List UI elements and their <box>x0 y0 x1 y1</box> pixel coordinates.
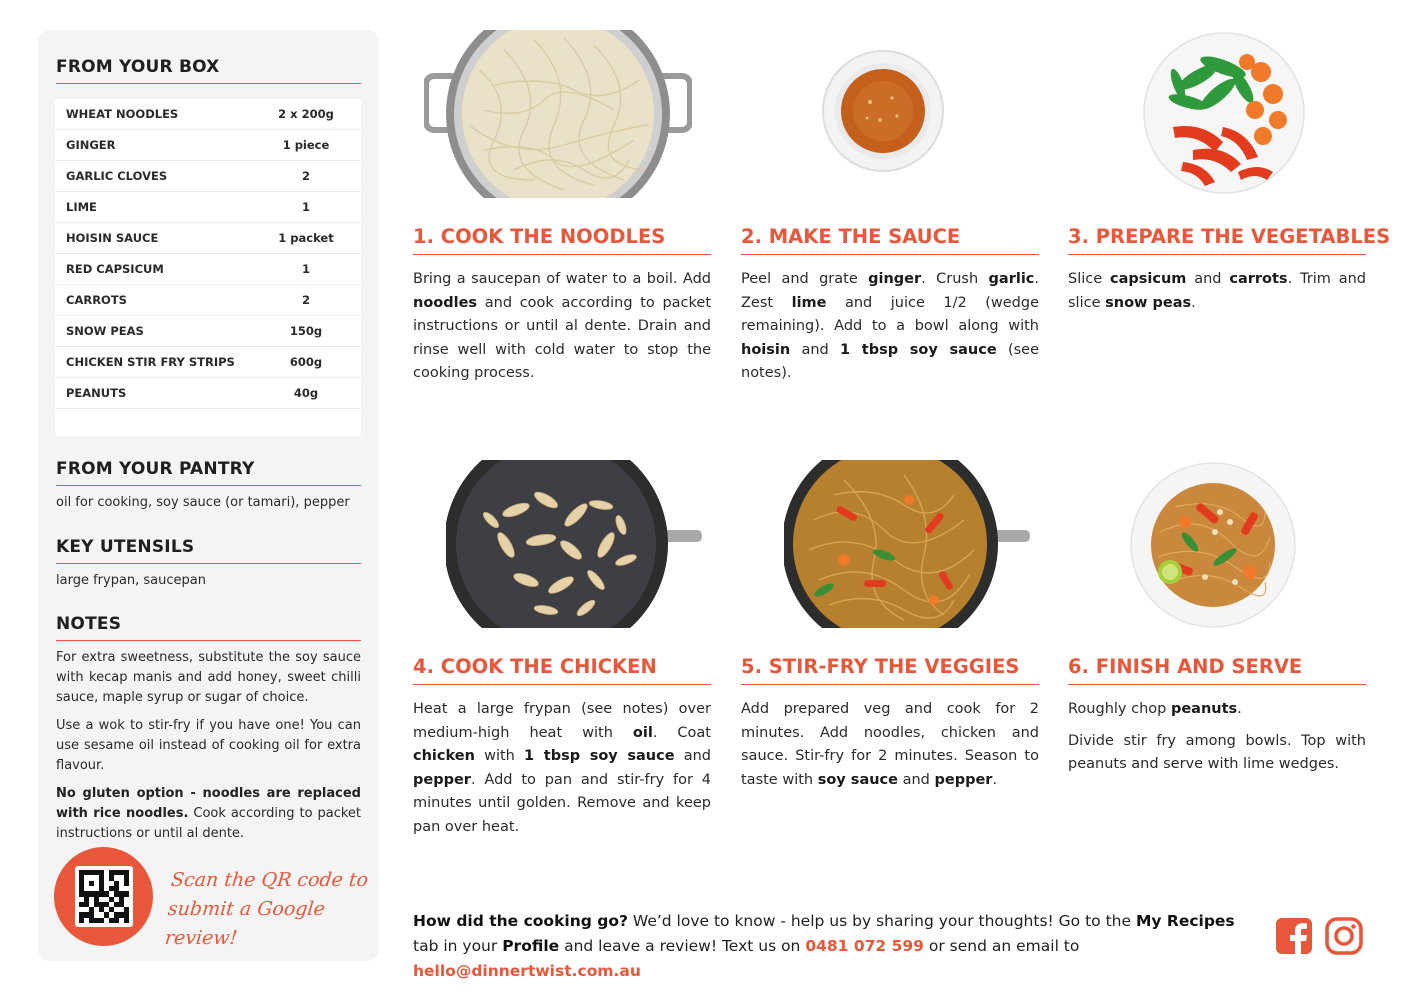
qr-caption <box>163 866 372 953</box>
ingredient-quantity: 1 <box>301 200 310 214</box>
step-text: Divide stir fry among bowls. Top with peanuts and serve with lime wedges. <box>1068 732 1366 772</box>
sauce-bowl-image <box>822 50 944 172</box>
step-1-body <box>413 268 711 394</box>
email-link[interactable]: hello@dinnertwist.com.au <box>413 962 641 980</box>
note-1: For extra sweetness, substitute the soy sauce with kecap manis and add honey, sweet chilli sauce, maple syrup or sugar of choice. <box>56 650 361 705</box>
ingredient-quantity: 1 piece <box>282 138 330 152</box>
step-4-title: 4. COOK THE CHICKEN <box>413 655 711 685</box>
ingredient-highlight: 1 tbsp soy sauce <box>839 341 997 358</box>
ingredient-name: SNOW PEAS <box>66 324 144 338</box>
step-text: . Add to pan and stir-fry for 4 minutes until golden. Remove and keep pan over heat. <box>413 771 711 835</box>
ingredient-highlight: lime <box>791 294 827 311</box>
step-4-body <box>413 698 711 847</box>
qr-module <box>124 918 129 923</box>
step-paragraph <box>1068 268 1366 315</box>
step-1-title: 1. COOK THE NOODLES <box>413 225 711 255</box>
ingredient-name: HOISIN SAUCE <box>66 231 159 245</box>
step-text: and <box>1186 271 1230 287</box>
step-text: Heat a large frypan (see notes) over medium-high heat with <box>413 701 711 741</box>
step-text: Bring a saucepan of water to a boil. Add <box>413 271 711 287</box>
ingredient-highlight: soy sauce <box>817 771 898 788</box>
my-recipes-link[interactable]: My Recipes <box>1135 912 1235 930</box>
step-paragraph <box>1068 730 1366 777</box>
step-paragraph <box>413 698 711 839</box>
note-3-bold: No gluten option - noodles are replaced with rice noodles. <box>56 786 361 821</box>
utensils-text: large frypan, saucepan <box>56 573 206 588</box>
notes-body <box>56 648 361 852</box>
note-2: Use a wok to stir-fry if you have one! You can use sesame oil instead of cooking oil for extra flavour. <box>56 718 361 773</box>
ingredient-row <box>55 161 361 192</box>
serving-bowl-image <box>1130 462 1296 628</box>
ingredient-quantity: 40g <box>293 386 319 400</box>
ingredient-highlight: carrots <box>1229 271 1288 287</box>
ingredient-highlight: capsicum <box>1110 271 1187 287</box>
ingredient-name: GINGER <box>66 138 116 152</box>
ingredient-row <box>55 316 361 347</box>
ingredient-highlight: 1 tbsp soy sauce <box>524 748 675 764</box>
step-text: Slice <box>1068 271 1110 287</box>
ingredient-highlight: snow peas <box>1105 294 1192 311</box>
ingredient-row <box>55 192 361 223</box>
step-text: Peel and grate <box>741 271 869 287</box>
ingredient-quantity: 2 x 200g <box>278 107 334 121</box>
ingredient-row <box>55 378 361 409</box>
ingredient-highlight: hoisin <box>741 341 791 358</box>
ingredient-name: WHEAT NOODLES <box>66 107 179 121</box>
from-your-box-title: FROM YOUR BOX <box>56 57 361 84</box>
ingredient-quantity: 2 <box>301 293 310 307</box>
from-your-pantry-title: FROM YOUR PANTRY <box>56 459 361 486</box>
facebook-icon[interactable] <box>1275 917 1313 955</box>
step-2-title: 2. MAKE THE SAUCE <box>741 225 1039 255</box>
ingredient-name: GARLIC CLOVES <box>66 169 168 183</box>
step-paragraph <box>413 268 711 386</box>
ingredients-table <box>55 99 361 436</box>
footer-text-4: or send an email to <box>923 937 1080 955</box>
ingredient-row <box>55 285 361 316</box>
feedback-footer <box>413 909 1263 984</box>
stirfry-frypan-image <box>784 460 1030 628</box>
step-text: and cook according to packet instructions or until al dente. Drain and rinse well with cold water to stop the cooking process. <box>413 294 711 381</box>
ingredient-quantity: 150g <box>289 324 323 338</box>
step-text: . <box>1237 701 1242 717</box>
ingredient-row <box>55 130 361 161</box>
step-text: with <box>474 748 525 764</box>
ingredient-highlight: garlic <box>988 271 1035 287</box>
ingredient-name: PEANUTS <box>66 386 127 400</box>
qr-code-pattern <box>79 870 129 923</box>
step-6-body <box>1068 698 1366 785</box>
footer-text-2: tab in your <box>413 937 503 955</box>
ingredient-quantity: 600g <box>289 355 323 369</box>
ingredients-sidebar <box>38 30 379 961</box>
step-text: . Coat <box>652 724 711 741</box>
step-3-title: 3. PREPARE THE VEGETABLES <box>1068 225 1366 255</box>
note-3-rest: Cook according to packet instructions or until al dente. <box>56 806 362 841</box>
profile-link[interactable]: Profile <box>502 937 560 955</box>
key-utensils-title: KEY UTENSILS <box>56 537 361 564</box>
phone-link[interactable]: 0481 072 599 <box>805 937 924 955</box>
step-text: Add prepared veg and cook for 2 minutes. Add noodles, chicken and sauce. Stir-fry for 2 minutes. Season to taste with <box>741 701 1039 788</box>
step-text: . Zest <box>741 271 1039 311</box>
footer-question: How did the cooking go? <box>413 912 628 930</box>
ingredient-name: CHICKEN STIR FRY STRIPS <box>66 355 235 369</box>
ingredient-highlight: pepper <box>413 771 471 788</box>
step-text: . Trim and slice <box>1068 271 1366 311</box>
chicken-frypan-image <box>446 460 704 628</box>
step-6-title: 6. FINISH AND SERVE <box>1068 655 1366 685</box>
ingredient-name: LIME <box>66 200 97 214</box>
qr-caption-line-2: submit a Google review! <box>163 898 327 949</box>
qr-badge <box>54 847 153 946</box>
ingredient-highlight: chicken <box>413 748 475 764</box>
step-5-title: 5. STIR-FRY THE VEGGIES <box>741 655 1039 685</box>
step-text: and <box>897 771 935 788</box>
ingredient-quantity: 2 <box>301 169 310 183</box>
ingredient-highlight: noodles <box>413 294 478 311</box>
step-paragraph <box>741 268 1039 386</box>
ingredient-highlight: oil <box>632 724 653 741</box>
ingredient-highlight: ginger <box>868 271 922 287</box>
ingredient-quantity: 1 <box>301 262 310 276</box>
ingredient-highlight: peanuts <box>1170 701 1238 717</box>
step-text: . <box>1191 294 1196 311</box>
ingredient-row <box>55 254 361 285</box>
ingredient-quantity: 1 packet <box>278 231 334 245</box>
pantry-text: oil for cooking, soy sauce (or tamari), pepper <box>56 495 350 510</box>
step-paragraph <box>1068 698 1366 722</box>
step-text: . Crush <box>921 271 989 287</box>
instagram-icon[interactable] <box>1325 917 1363 955</box>
step-5-body <box>741 698 1039 800</box>
note-3 <box>56 784 361 844</box>
qr-code[interactable] <box>75 866 133 927</box>
step-text: and <box>790 341 840 358</box>
ingredient-name: RED CAPSICUM <box>66 262 164 276</box>
notes-title: NOTES <box>56 614 361 641</box>
step-3-body <box>1068 268 1366 323</box>
step-text: Roughly chop <box>1068 701 1171 717</box>
step-2-body <box>741 268 1039 394</box>
step-text: and <box>674 748 712 764</box>
ingredient-name: CARROTS <box>66 293 127 307</box>
step-paragraph <box>741 698 1039 792</box>
ingredient-row <box>55 223 361 254</box>
step-text: (see notes). <box>741 341 1039 381</box>
ingredient-row <box>55 99 361 130</box>
ingredient-highlight: pepper <box>934 771 993 788</box>
qr-caption-line-1: Scan the QR code to <box>169 869 370 891</box>
noodles-pot-image <box>424 30 692 198</box>
ingredient-row <box>55 347 361 378</box>
step-text: and juice 1/2 (wedge remaining). Add to a bowl along with <box>741 294 1039 334</box>
footer-text-1: We’d love to know - help us by sharing your thoughts! Go to the <box>627 912 1136 930</box>
vegetables-plate-image <box>1143 32 1305 194</box>
footer-text-3: and leave a review! Text us on <box>559 937 806 955</box>
step-text: . <box>992 771 998 788</box>
